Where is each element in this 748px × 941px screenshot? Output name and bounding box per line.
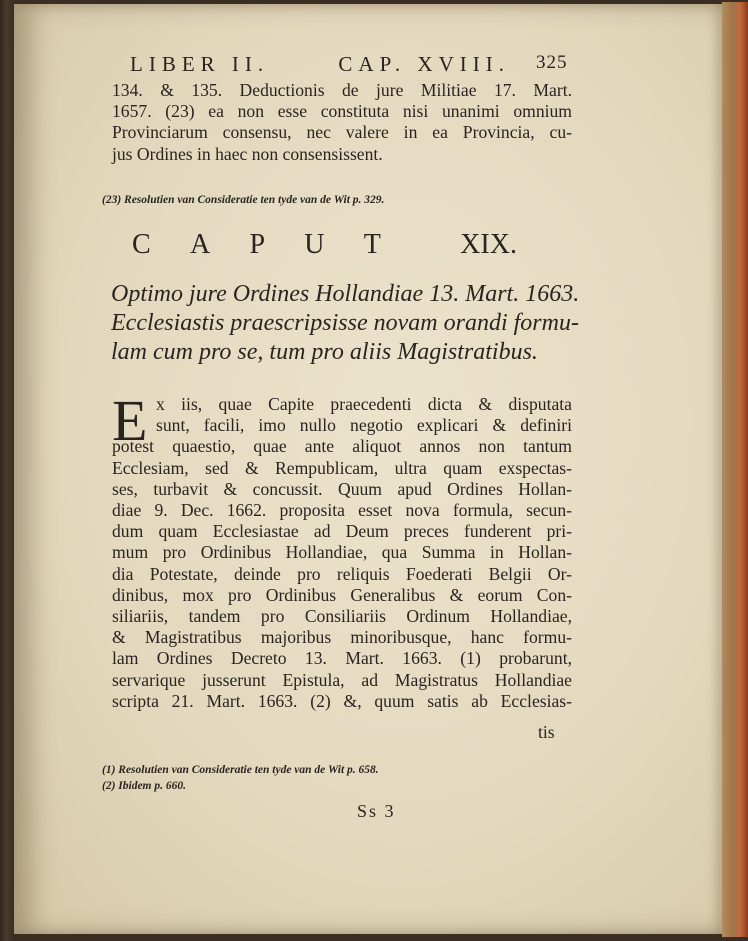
page-edge xyxy=(722,2,748,937)
subtitle-line: Optimo jure Ordines Hollandiae 13. Mart. 1663. xyxy=(111,281,580,307)
top-footnote: (23) Resolutien van Consideratie ten tyde van de Wit p. 329. xyxy=(102,194,385,206)
text-line: 134. & 135. Deductionis de jure Militiae 17. Mart. xyxy=(112,80,572,100)
signature-mark: Ss 3 xyxy=(357,801,396,821)
drop-cap: E xyxy=(112,388,148,453)
heading-letter: A xyxy=(189,229,211,260)
text-line: & Magistratibus majoribus minoribusque, hanc formu- xyxy=(112,627,572,648)
running-head xyxy=(130,52,580,77)
page-number: 325 xyxy=(536,52,568,73)
text-line: scripta 21. Mart. 1663. (2) &, quum satis ab Ecclesias- xyxy=(112,690,572,711)
text-line: ses, turbavit & concussit. Quum apud Ordines Hollan- xyxy=(112,478,572,499)
top-paragraph xyxy=(112,80,572,165)
text-line: dum quam Ecclesiastae ad Deum preces funderent pri- xyxy=(112,521,572,542)
text-line: sunt, facili, imo nullo negotio explicari & definiri xyxy=(156,415,572,436)
heading-letter: C xyxy=(132,229,151,260)
text-line: potest quaestio, quae ante aliquot annos non tantum xyxy=(112,436,572,457)
footnote: (2) Ibidem p. 660. xyxy=(102,780,187,792)
heading-letter: P xyxy=(249,229,266,260)
running-head-liber: LIBER II. xyxy=(130,52,270,76)
footnotes xyxy=(102,762,379,794)
text-line: dinibus, mox pro Ordinibus Generalibus & eorum Con- xyxy=(112,584,572,605)
chapter-subtitle xyxy=(111,280,581,367)
body-paragraph xyxy=(112,388,572,712)
running-head-cap: CAP. XVIII. xyxy=(338,52,510,76)
text-line: mum pro Ordinibus Hollandiae, qua Summa in Hollan- xyxy=(112,542,572,563)
text-line: lam Ordines Decreto 13. Mart. 1663. (1) probarunt, xyxy=(112,648,572,669)
catchword: tis xyxy=(538,722,555,742)
text-line: diae 9. Dec. 1662. proposita esset nova formula, secun- xyxy=(112,500,572,521)
heading-letter: T xyxy=(363,229,381,260)
footnote: (1) Resolutien van Consideratie ten tyde van de Wit p. 658. xyxy=(102,764,379,776)
heading-letter: XIX. xyxy=(460,229,517,260)
text-line: siliariis, tandem pro Consiliariis Ordinum Hollandiae, xyxy=(112,606,572,627)
text-line: Ecclesiam, sed & Rempublicam, ultra quam exspectas- xyxy=(112,457,572,478)
text-line: x iis, quae Capite praecedenti dicta & disputata xyxy=(156,394,572,414)
chapter-heading xyxy=(132,229,517,261)
subtitle-line: Ecclesiastis praescripsisse novam orandi formu- xyxy=(111,310,579,336)
heading-letter: U xyxy=(304,229,325,260)
text-line: dia Potestate, deinde pro reliquis Foederati Belgii Or- xyxy=(112,563,572,584)
subtitle-line: lam cum pro se, tum pro aliis Magistratibus. xyxy=(111,339,538,365)
text-line: 1657. (23) ea non esse constituta nisi unanimi omnium xyxy=(112,101,572,122)
text-line: Provinciarum consensu, nec valere in ea Provincia, cu- xyxy=(112,122,572,143)
text-line: jus Ordines in haec non consensissent. xyxy=(112,143,383,164)
text-line: servarique jusserunt Epistula, ad Magistratus Hollandiae xyxy=(112,669,572,690)
